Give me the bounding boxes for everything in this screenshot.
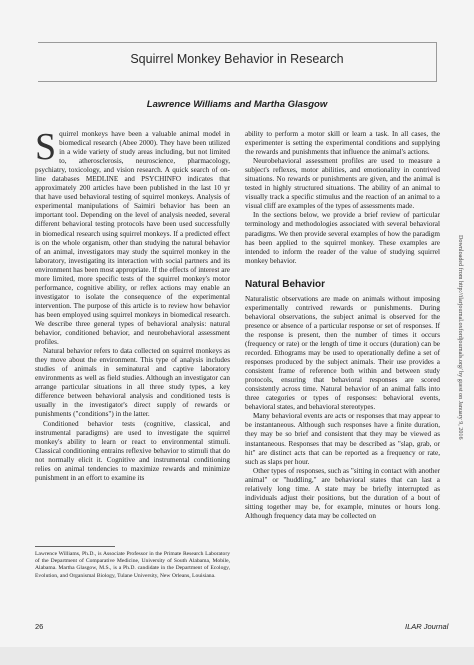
journal-name: ILAR Journal bbox=[405, 622, 449, 631]
right-column bbox=[245, 130, 440, 521]
neurobehavioral-paragraph: Neurobehavioral assessment profiles are used to measure a subject's reflexes, motor abilities, and emotionality in contrived situations. No rewards or punishments are given, and the animal is tested in highly structured situations. The ability of an animal to visually track a specific stimulus and the reaction of an animal to a visual cliff are examples of the types of assessments made. bbox=[245, 157, 440, 211]
behavioral-events-paragraph: Many behavioral events are acts or responses that may appear to be instantaneous. Although such responses have a finite duration, they may be so brief and consistent that they may be viewed as instantaneous. Responses that may be described as "slap, grab, or hit" are distinct acts that can be reported as a frequency or rate, such as slaps per hour. bbox=[245, 412, 440, 466]
download-watermark bbox=[457, 235, 471, 665]
drop-cap: S bbox=[35, 126, 57, 168]
download-notice: Downloaded from http://ilarjournal.oxfordjournals.org/ by guest on January 9, 2016 bbox=[457, 235, 463, 440]
title-frame-rule bbox=[38, 81, 436, 82]
conditioned-behavior-summary-paragraph: Conditioned behavior tests (cognitive, classical, and instrumental paradigms) are used to investigate the squirrel monkey's ability to learn or react to environmental stimuli. Classical conditioning entrains reflexive behavior to stimuli that do not normally elicit it. Cognitive and instrumental conditioning relies on animal tendencies to maximize rewards and minimize punishment in an effort to examine its bbox=[35, 419, 230, 482]
intro-paragraph: quirrel monkeys have been a valuable animal model in biomedical research (Abee 2000). They have been utilized in a wide variety of study areas including, but not limited to, atherosclerosis, neuroscience, pharmacology, psychiatry, toxicology, and vision research. A quick search of on-line databases MEDLINE and PSYCHINFO indicates that approximately 200 articles have been published in the last 10 yr that have used behavioral testing of squirrel monkeys. Analysis of experimental manipulations of Saimiri behavior has been an important tool. Depending on the level of analysis needed, several different behavioral testing protocols have been used successfully in biomedical research using squirrel monkeys. If a predicted effect is on the whole organism, other than studying the natural behavior of an animal, investigators may study the squirrel monkey in the laboratory, investigating its interaction with social partners and its environment has been most appropriate. If the effects of interest are more limited, more specific tests of the squirrel monkey's motor performance, cognitive ability, or reflex actions may enable an investigator to isolate the consequence of the experimental intervention. The purpose of this article is to review how behavior has been employed using squirrel monkeys in biomedical research. We describe three general types of behavioral analysis: natural behavior, conditioned behavior, and neurobehavioral assessment profiles. bbox=[35, 130, 230, 347]
sections-overview-paragraph: In the sections below, we provide a brief review of particular terminology and methodologies associated with several behavioral paradigms. We then provide several examples of how the paradigm has been applied to the squirrel monkey. These examples are intended to inform the reader of the value of studying squirrel monkey behavior. bbox=[245, 211, 440, 265]
author-footnote: Lawrence Williams, Ph.D., is Associate Professor in the Primate Research Laboratory of the Department of Comparative Medicine, University of South Alabama, Mobile, Alabama. Martha Glasgow, M.S., is a Ph.D. candidate in the Department of Ecology, Evolution, and Organismal Biology, Tulane University, New Orleans, Louisiana. bbox=[35, 551, 230, 579]
naturalistic-observation-paragraph: Naturalistic observations are made on animals without imposing experimentally contrived rewards or punishments. During behavioral observations, the subject animal is observed for the presence or absence of a particular response or set of responses. If the response is present, then the number of times it occurs (frequency or rate) or the length of time it occurs (duration) can be recorded. Ethograms may be used to operationally define a set of responses produced by the subject animals. Their use provides a consistent frame of reference both within and between study protocols, ensuring that behavioral responses are scored consistently across time. Natural behavior of an animal falls into three categories or types of responses: behavioral events, behavioral states, and behavioral stereotypes. bbox=[245, 294, 440, 412]
footnote-divider bbox=[35, 546, 115, 547]
page-number: 26 bbox=[35, 622, 44, 631]
continued-paragraph: ability to perform a motor skill or learn a task. In all cases, the experimenter is setting the experimental conditions and supplying the rewards and punishments that influence the animal's actions. bbox=[245, 130, 440, 157]
article-authors: Lawrence Williams and Martha Glasgow bbox=[146, 99, 328, 110]
article-title: Squirrel Monkey Behavior in Research bbox=[130, 52, 344, 66]
left-column bbox=[35, 126, 230, 483]
section-heading-natural-behavior: Natural Behavior bbox=[245, 278, 326, 290]
behavioral-states-paragraph: Other types of responses, such as "sitting in contact with another animal" or "huddling," are behavioral states that can last a relatively long time. A state may be briefly interrupted as individuals adjust their positions, but the duration of a bout of sitting together may be, for example, minutes or hours long. Although frequency data may be collected on bbox=[245, 466, 440, 520]
natural-behavior-summary-paragraph: Natural behavior refers to data collected on squirrel monkeys as they move about the environment. This type of analysis includes studies of animals in seminatural and captive laboratory environments as well as field studies. Although an investigator can arrange particular situations in all three study types, a key difference between behavioral analysis and conditioned tests is usually in the investigator's direct supply of rewards or punishments ("conditions") in the latter. bbox=[35, 347, 230, 419]
